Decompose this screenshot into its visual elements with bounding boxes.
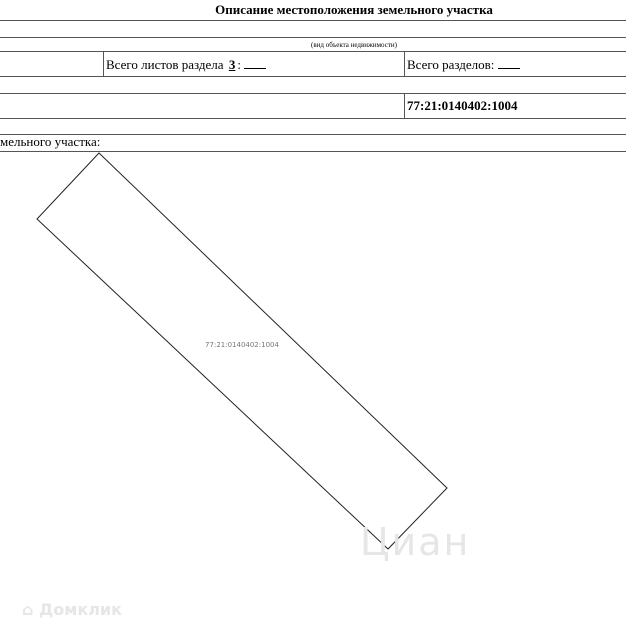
plan-label: мельного участка:	[0, 134, 101, 149]
cadastral-number: 77:21:0140402:1004	[407, 98, 518, 113]
sections-label: Всего разделов:	[407, 57, 495, 72]
sheets-label: Всего листов раздела	[106, 57, 224, 72]
parcel-outline	[37, 153, 447, 549]
object-type-caption: (вид объекта недвижимости)	[311, 41, 397, 49]
domclick-label: Домклик	[39, 600, 122, 619]
sheets-colon: :	[237, 57, 241, 72]
house-icon: ⌂	[22, 600, 34, 619]
parcel-label: 77:21:0140402:1004	[205, 341, 279, 349]
sheets-value: 3	[228, 57, 236, 72]
cian-watermark: Циан	[360, 520, 471, 564]
page-title: Описание местоположения земельного участка	[215, 2, 493, 17]
domclick-watermark	[22, 600, 122, 619]
